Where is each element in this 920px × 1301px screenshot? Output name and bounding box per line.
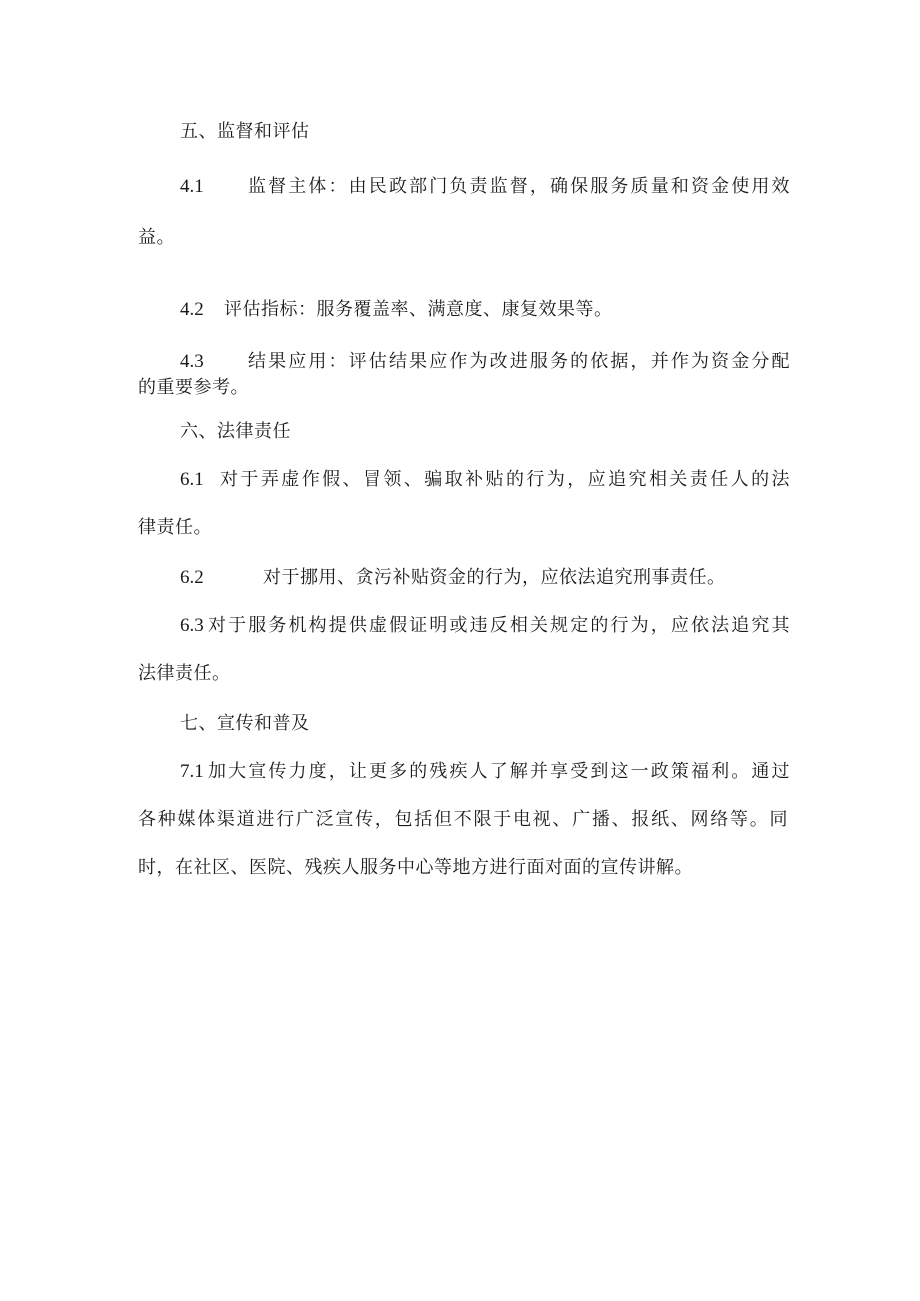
item-6-1-line-1: 对于弄虚作假、冒领、骗取补贴的行为，应追究相关责任人的法	[220, 469, 790, 490]
item-7-1-line-2: 各种媒体渠道进行广泛宣传，包括但不限于电视、广播、报纸、网络等。同	[138, 809, 788, 830]
item-7-1-line-3: 时，在社区、医院、残疾人服务中心等地方进行面对面的宣传讲解。	[138, 857, 693, 878]
item-6-2-text: 对于挪用、贪污补贴资金的行为，应依法追究刑事责任。	[263, 567, 726, 588]
item-4-1-line-1: 监督主体：由民政部门负责监督，确保服务质量和资金使用效	[248, 176, 790, 197]
section-heading-7: 七、宣传和普及	[180, 713, 310, 734]
item-number-6-2: 6.2	[180, 567, 204, 588]
item-number-7-1: 7.1	[180, 761, 204, 782]
item-number-4-1: 4.1	[180, 176, 204, 197]
item-7-1-line-1: 加大宣传力度，让更多的残疾人了解并享受到这一政策福利。通过	[208, 761, 790, 782]
item-6-1-line-2: 律责任。	[138, 517, 212, 538]
item-6-3-line-2: 法律责任。	[138, 663, 231, 684]
item-4-2-text: 评估指标：服务覆盖率、满意度、康复效果等。	[224, 299, 613, 320]
item-6-3-line-1: 对于服务机构提供虚假证明或违反相关规定的行为，应依法追究其	[208, 615, 790, 636]
item-4-1-line-2: 益。	[138, 227, 175, 248]
item-number-6-1: 6.1	[180, 469, 204, 490]
item-4-3-line-2: 的重要参考。	[138, 377, 249, 398]
item-number-4-3: 4.3	[180, 351, 204, 372]
section-heading-6: 六、法律责任	[180, 421, 291, 442]
item-number-4-2: 4.2	[180, 299, 204, 320]
section-heading-5: 五、监督和评估	[180, 121, 310, 142]
item-4-3-line-1: 结果应用：评估结果应作为改进服务的依据，并作为资金分配	[248, 351, 790, 372]
item-number-6-3: 6.3	[180, 615, 204, 636]
